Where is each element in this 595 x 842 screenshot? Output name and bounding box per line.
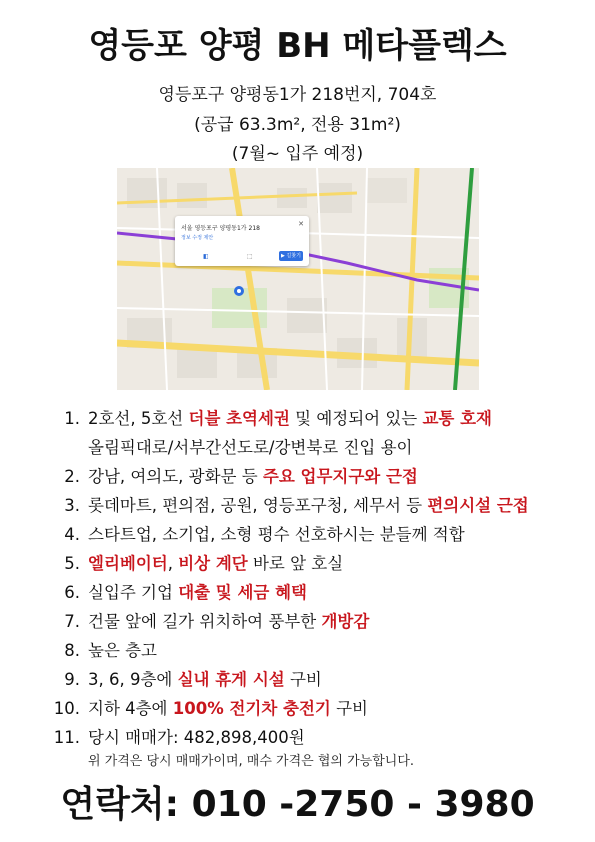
page-title: 영등포 양평 BH 메타플렉스	[88, 26, 507, 66]
contact-line: 연락처: 010 -2750 - 3980	[60, 784, 535, 825]
highlight-text: 교통 호재	[422, 409, 492, 428]
area-line: (공급 63.3m², 전용 31m²)	[194, 115, 401, 135]
list-item-number: 8.	[64, 641, 80, 660]
plain-text: 당시 매매가: 482,898,400원	[88, 728, 305, 747]
list-item	[58, 520, 578, 549]
list-item-number: 1.	[64, 409, 80, 428]
plain-text: 건물 앞에 길가 위치하여 풍부한	[88, 612, 322, 631]
list-item-number: 3.	[64, 496, 80, 515]
list-item-number: 4.	[64, 525, 80, 544]
list-item-text	[88, 404, 492, 433]
highlight-text: 100% 전기차 충전기	[172, 699, 331, 718]
map-info-popup	[175, 216, 309, 266]
list-item-text	[88, 520, 465, 549]
map-canvas	[117, 168, 479, 390]
list-item	[58, 636, 578, 665]
directions-button[interactable]: ▶ 길찾기	[279, 251, 303, 261]
save-icon[interactable]: ⬚	[247, 253, 253, 260]
close-icon[interactable]: ✕	[298, 220, 304, 228]
move-in-line: (7월~ 입주 예정)	[231, 144, 364, 164]
plain-text: 스타트업, 소기업, 소형 평수 선호하시는 분들께 적합	[88, 525, 465, 544]
price-note: 위 가격은 당시 매매가이며, 매수 가격은 협의 가능합니다.	[88, 754, 415, 769]
list-item-number: 9.	[64, 670, 80, 689]
list-item-number: 6.	[64, 583, 80, 602]
plain-text: 구비	[330, 699, 368, 718]
popup-address: 서울 영등포구 양평동1가 218	[181, 225, 260, 232]
highlight-text: 비상 계단	[178, 554, 248, 573]
location-map[interactable]	[117, 168, 479, 390]
list-item	[58, 491, 578, 520]
highlight-text: 실내 휴게 시설	[177, 670, 285, 689]
list-item	[58, 665, 578, 694]
suggest-edit-link[interactable]: 정보 수정 제안	[181, 235, 214, 241]
list-item-text	[88, 607, 369, 636]
plain-text: 높은 층고	[88, 641, 158, 660]
feature-list	[53, 404, 578, 752]
list-item	[58, 578, 578, 607]
share-icon[interactable]: ◧	[203, 253, 209, 260]
plain-text: 2호선, 5호선	[88, 409, 189, 428]
list-item	[53, 694, 578, 723]
list-item	[53, 723, 578, 752]
plain-text: 및 예정되어 있는	[289, 409, 423, 428]
address-line: 영등포구 양평동1가 218번지, 704호	[158, 85, 437, 105]
list-item-text	[88, 578, 307, 607]
highlight-text: 개방감	[321, 612, 370, 631]
list-item-number: 2.	[64, 467, 80, 486]
list-item	[58, 549, 578, 578]
plain-text: 3, 6, 9층에	[88, 670, 178, 689]
plain-text: 구비	[284, 670, 322, 689]
list-item-text	[88, 694, 368, 723]
list-item-number: 5.	[64, 554, 80, 573]
plain-text: ,	[167, 554, 179, 573]
list-item-subtext: 올림픽대로/서부간선도로/강변북로 진입 용이	[88, 438, 413, 457]
highlight-text: 편의시설 근접	[427, 496, 529, 515]
list-item	[58, 462, 578, 491]
list-item-text	[88, 491, 529, 520]
list-item-text	[88, 462, 418, 491]
plain-text: 바로 앞 호실	[247, 554, 344, 573]
list-item	[58, 607, 578, 636]
highlight-text: 엘리베이터	[88, 554, 168, 573]
highlight-text: 주요 업무지구와 근접	[262, 467, 418, 486]
plain-text: 강남, 여의도, 광화문 등	[88, 467, 263, 486]
list-item-text	[88, 665, 322, 694]
plain-text: 롯데마트, 편의점, 공원, 영등포구청, 세무서 등	[88, 496, 428, 515]
plain-text: 실입주 기업	[88, 583, 179, 602]
highlight-text: 대출 및 세금 혜택	[178, 583, 307, 602]
list-item-text	[88, 549, 343, 578]
list-item-text	[88, 723, 305, 752]
list-item-number: 7.	[64, 612, 80, 631]
plain-text: 지하 4층에	[88, 699, 173, 718]
highlight-text: 더블 초역세권	[188, 409, 290, 428]
list-item-text	[88, 636, 157, 665]
list-item-number: 10.	[53, 699, 80, 718]
list-item	[58, 404, 578, 462]
list-item-number: 11.	[53, 728, 80, 747]
